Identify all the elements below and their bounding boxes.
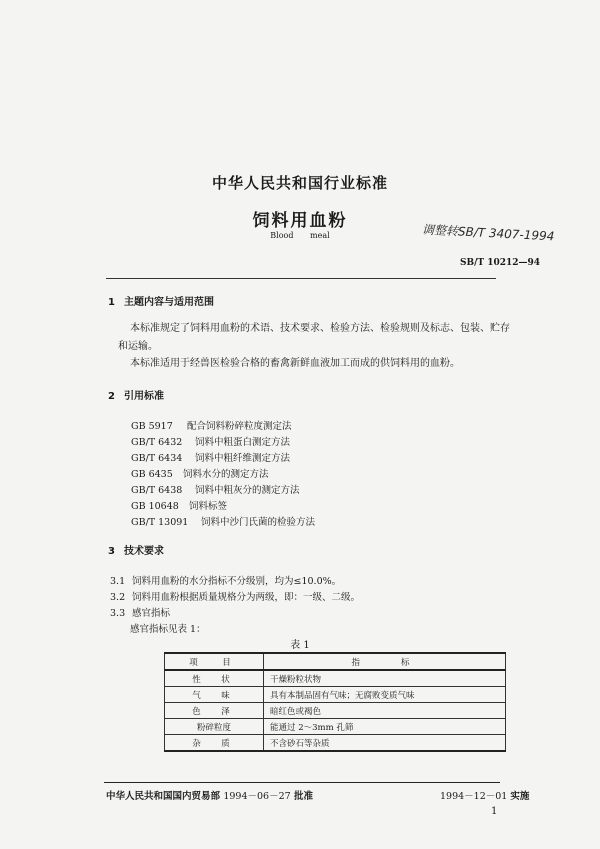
table-header-row (165, 653, 506, 670)
table-header-cell: 指 标 (264, 653, 506, 670)
table-row (165, 735, 506, 752)
implementation-date: 1994－12－01 (440, 791, 508, 802)
issue-date: 1994－06－27 (223, 791, 291, 802)
implementation-word: 实施 (510, 791, 530, 802)
section-title: 技术要求 (124, 546, 164, 557)
table-header-cell: 项 目 (165, 653, 264, 670)
table-cell: 气 味 (165, 687, 264, 703)
table-row (165, 719, 506, 735)
reference-item: GB 6435 饲料水分的测定方法 (131, 469, 269, 480)
section-1-heading (108, 293, 214, 308)
sensory-indicators-table (164, 652, 506, 752)
section-number: 2 (108, 391, 115, 402)
implementation-line (440, 788, 529, 802)
table-cell: 色 泽 (165, 703, 264, 719)
table-cell: 性 状 (165, 670, 264, 687)
table-cell: 暗红色或褐色 (264, 703, 506, 719)
standard-type-header: 中华人民共和国行业标准 (211, 174, 388, 192)
table-cell: 不含砂石等杂质 (264, 735, 506, 752)
reference-item: GB 10648 饲料标签 (131, 501, 228, 512)
requirement-3-2: 3.2 饲料用血粉根据质量规格分为两级，即：一级、二级。 (110, 592, 361, 603)
document-title: 饲料用血粉 (252, 211, 348, 231)
standard-code: SB/T 10212—94 (460, 258, 541, 268)
section-number: 3 (108, 546, 115, 557)
document-title-english: Blood meal (270, 231, 330, 240)
reference-item: GB/T 6438 饲料中粗灰分的测定方法 (131, 485, 300, 496)
issuer-name: 中华人民共和国国内贸易部 (106, 791, 221, 802)
table-cell: 粉碎粒度 (165, 719, 264, 735)
table-cell: 干燥粉粒状物 (264, 670, 506, 687)
issue-word: 批准 (294, 791, 314, 802)
section-1-paragraph-1: 本标准规定了饲料用血粉的术语、技术要求、检验方法、检验规则及标志、包装、贮存和运输。 (118, 323, 510, 352)
table-row (165, 687, 506, 703)
table-row (165, 703, 506, 719)
table-cell: 能通过 2～3mm 孔筛 (264, 719, 506, 735)
section-number: 1 (108, 297, 115, 308)
footer-rule (104, 782, 500, 783)
table-cell: 具有本制品固有气味；无腐败变质气味 (264, 687, 506, 703)
page-number: 1 (491, 806, 498, 817)
requirement-3-1: 3.1 饲料用血粉的水分指标不分级别，均为≤10.0%。 (110, 576, 342, 587)
table-reference-text: 感官指标见表 1： (130, 624, 206, 635)
handwritten-annotation: 调整转SB/T 3407-1994 (421, 222, 555, 244)
section-title: 主题内容与适用范围 (124, 297, 214, 308)
header-rule (106, 278, 496, 279)
reference-item: GB 5917 配合饲料粉碎粒度测定法 (131, 421, 292, 432)
reference-item: GB/T 6434 饲料中粗纤维测定方法 (131, 453, 291, 464)
section-2-heading (108, 387, 164, 402)
table-cell: 杂 质 (165, 735, 264, 752)
section-3-heading (108, 542, 164, 557)
table-row (165, 670, 506, 687)
table-caption: 表 1 (290, 640, 310, 651)
section-1-paragraph-2: 本标准适用于经兽医检验合格的畜禽新鲜血液加工而成的供饲料用的血粉。 (130, 358, 460, 369)
section-title: 引用标准 (124, 391, 164, 402)
requirement-3-3: 3.3 感官指标 (110, 608, 171, 619)
reference-item: GB/T 13091 饲料中沙门氏菌的检验方法 (131, 517, 316, 528)
reference-item: GB/T 6432 饲料中粗蛋白测定方法 (131, 437, 291, 448)
issuer-line (106, 788, 313, 802)
